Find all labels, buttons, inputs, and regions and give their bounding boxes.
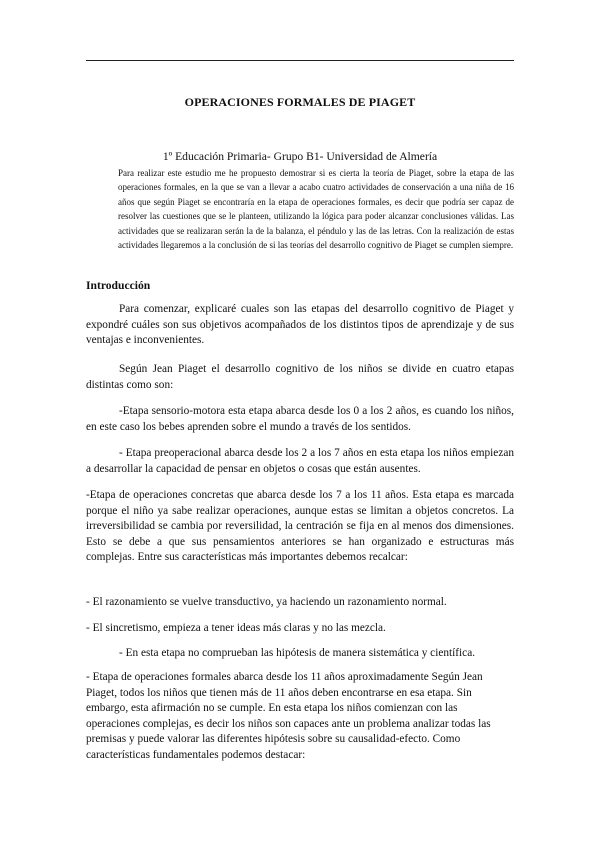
list-item: - El sincretismo, empieza a tener ideas más claras y no las mezcla. xyxy=(86,622,386,634)
header-rule xyxy=(86,60,514,61)
section-heading-introduccion: Introducción xyxy=(86,279,151,292)
paragraph: Según Jean Piaget el desarrollo cognitivo de los niños se divide en cuatro etapas distintas como son: xyxy=(86,363,514,391)
paragraph: Para comenzar, explicaré cuales son las etapas del desarrollo cognitivo de Piaget y expondré cuáles son sus objetivos acompañados de los distintos tipos de aprendizaje y de sus ventajas e inconvenientes. xyxy=(86,303,514,346)
document-subtitle: 1º Educación Primaria- Grupo B1- Universidad de Almería xyxy=(162,150,438,163)
abstract: Para realizar este estudio me he propuesto demostrar si es cierta la teoría de Piaget, sobre la etapa de las operaciones formales, en la que se van a llevar a acabo cuatro actividades de conservación a una niña de 16 años que según Piaget se encontraría en la etapa de operaciones formales, es decir que podría ser capaz de resolver las cuestiones que se le planteen, utilizando la lógica para poder alcanzar conclusiones válidas. Las actividades que se realizaran serán la de la balanza, el péndulo y las de las letras. Con la realización de estas actividades llegaremos a la conclusión de si las teorías del desarrollo cognitivo de Piaget se cumplen siempre. xyxy=(118,168,514,251)
paragraph: - Etapa preoperacional abarca desde los 2 a los 7 años en esta etapa los niños empiezan a desarrollar la capacidad de pensar en objetos o cosas que están ausentes. xyxy=(86,447,514,475)
paragraph: - Etapa de operaciones formales abarca desde los 11 años aproximadamente Según Jean Piaget, todos los niños que tienen más de 11 años deben encontrarse en esa etapa. Sin embargo, esta afirmación no se cumple. En esta etapa los niños comienzan con las operaciones complejas, es decir los niños son capaces ante un problema analizar todas las premisas y puede valorar las diferentes hipótesis sobre su causalidad-efecto. Como características fundamentales podemos destacar: xyxy=(86,671,491,761)
list-item: - El razonamiento se vuelve transductivo, ya haciendo un razonamiento normal. xyxy=(86,596,447,608)
paragraph: -Etapa sensorio-motora esta etapa abarca desde los 0 a los 2 años, es cuando los niños, en este caso los bebes aprenden sobre el mundo a través de los sentidos. xyxy=(86,405,514,433)
list-item: - En esta etapa no comprueban las hipótesis de manera sistemática y científica. xyxy=(119,647,476,659)
document-title: OPERACIONES FORMALES DE PIAGET xyxy=(184,95,416,109)
paragraph: -Etapa de operaciones concretas que abarca desde los 7 a los 11 años. Esta etapa es marcada porque el niño ya sabe realizar operaciones, aunque estas se limitan a objetos concretos. La irreversibilidad se cambia por reversilidad, la centración se fija en al menos dos dimensiones. Esto se debe a que sus pensamientos anteriores se han organizado e estructuras más complejas. Entre sus características más importantes debemos recalcar: xyxy=(86,489,514,563)
